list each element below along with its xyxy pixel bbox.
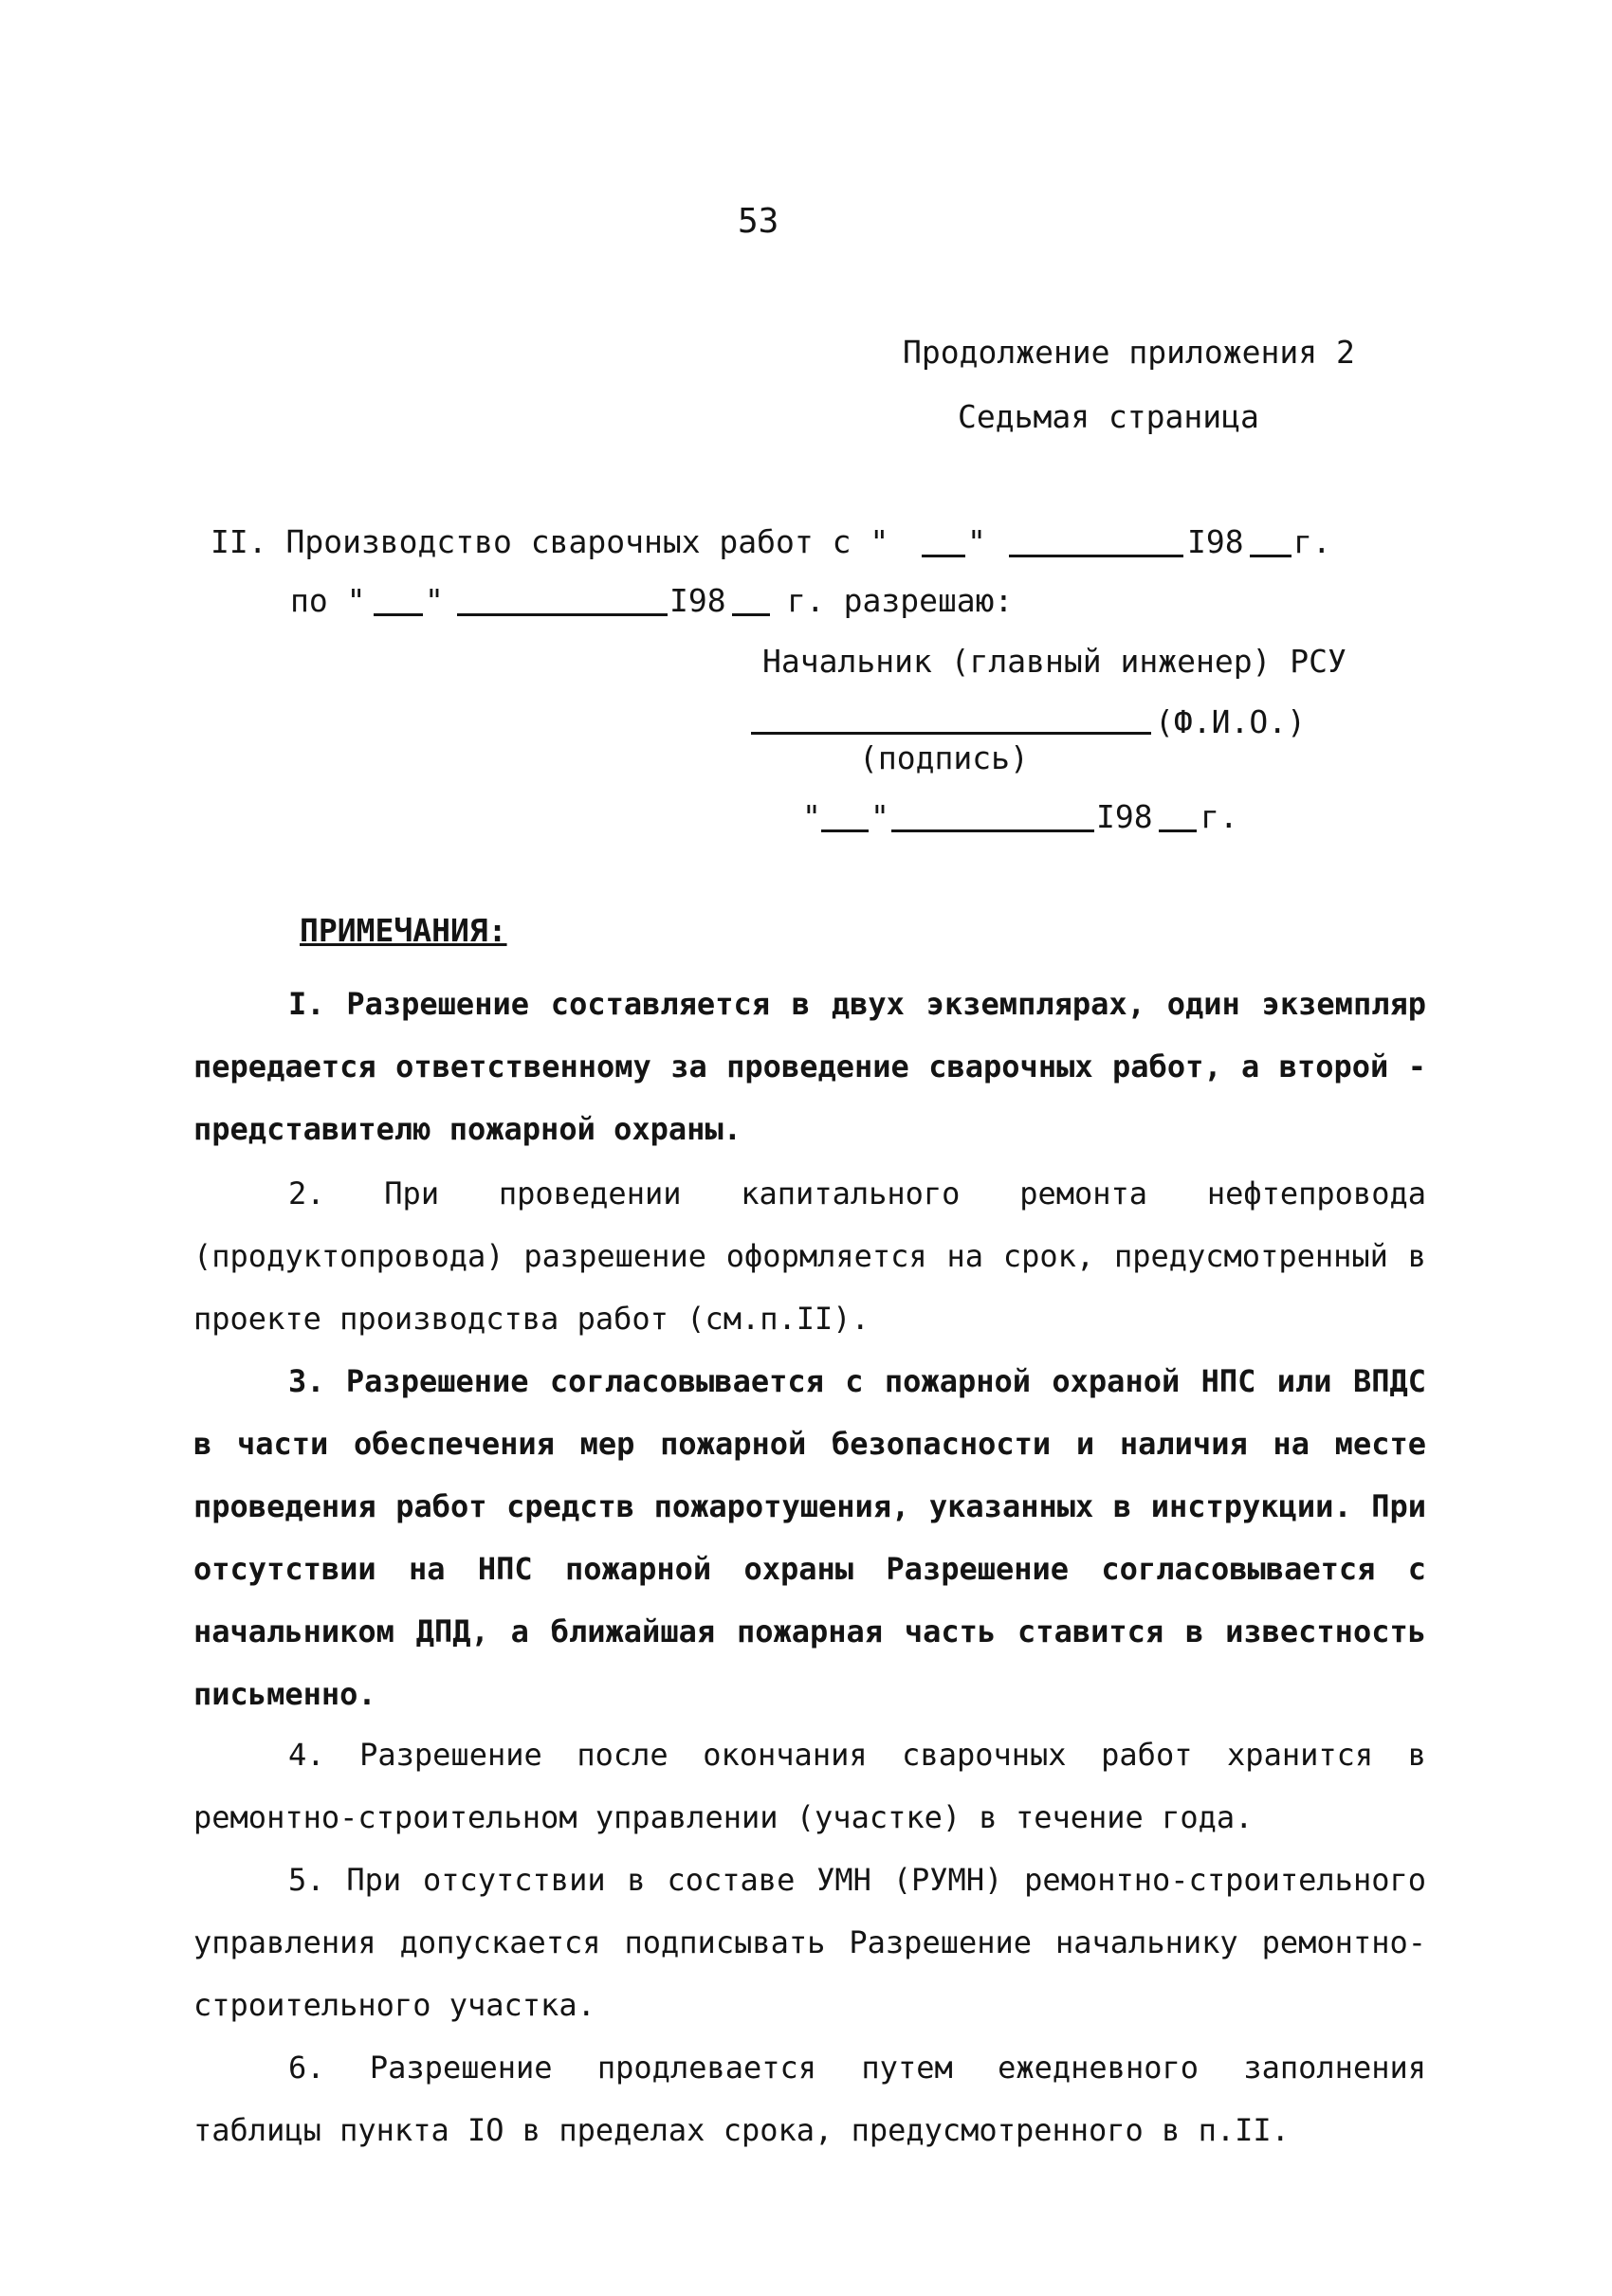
year-prefix-2: I98 — [669, 582, 726, 619]
date-day-blank — [821, 829, 869, 832]
date-quote-close: " — [870, 798, 889, 835]
date-year-prefix: I98 — [1096, 798, 1153, 835]
year-suffix-1: г. — [1293, 523, 1331, 560]
section-11-line2-prefix: по " — [290, 582, 366, 619]
note-4: 4. Разрешение после окончания сварочных работ хранится в ремонтно-строительном управлении (участке) в течение года. — [193, 1737, 1426, 1835]
permit-text: г. разрешаю: — [787, 582, 1014, 619]
signatory-title: Начальник (главный инженер) РСУ — [762, 643, 1346, 680]
date-quote-open: " — [802, 798, 821, 835]
year-prefix-1: I98 — [1187, 523, 1244, 560]
note-2: 2. При проведении капитального ремонта нефтепровода (продуктопровода) разрешение оформляется на срок, предусмотренный в проекте производства работ (см.п.II). — [193, 1175, 1426, 1337]
note-6: 6. Разрешение продлевается путем ежедневного заполнения таблицы пункта IO в пределах срока, предусмотренного в п.II. — [193, 2050, 1426, 2148]
note-1: I. Разрешение составляется в двух экземплярах, один экземпляр передается ответственному за проведение сварочных работ, а второй - представителю пожарной охраны. — [193, 986, 1426, 1147]
notes-heading: ПРИМЕЧАНИЯ: — [300, 912, 507, 949]
year-blank-1 — [1250, 555, 1291, 557]
day-blank-1 — [922, 555, 965, 557]
month-blank-2 — [457, 613, 668, 616]
signature-line — [751, 732, 1151, 735]
day-blank-2 — [374, 613, 423, 616]
page-label: Седьмая страница — [958, 398, 1259, 435]
appendix-continuation: Продолжение приложения 2 — [903, 334, 1355, 371]
quote-close-1: " — [967, 523, 986, 560]
note-3: 3. Разрешение согласовывается с пожарной охраной НПС или ВПДС в части обеспечения мер пожарной безопасности и наличия на месте проведения работ средств пожаротушения, указанных в инструкции. При отсутствии на НПС пожарной охраны Разрешение согласовывается с начальником ДПД, а ближайшая пожарная часть ставится в известность письменно. — [193, 1363, 1426, 1712]
section-11-line1-prefix: II. Производство сварочных работ с " — [211, 523, 889, 560]
date-year-blank — [1159, 829, 1197, 832]
month-blank-1 — [1009, 555, 1183, 557]
fio-label: (Ф.И.О.) — [1155, 703, 1306, 740]
date-month-blank — [891, 829, 1094, 832]
year-blank-2 — [732, 613, 770, 616]
signature-caption: (подпись) — [859, 739, 1029, 776]
note-5: 5. При отсутствии в составе УМН (РУМН) ремонтно-строительного управления допускается подписывать Разрешение начальнику ремонтно-строительного участка. — [193, 1862, 1426, 2023]
date-year-suffix: г. — [1200, 798, 1238, 835]
page-number: 53 — [738, 202, 779, 241]
quote-close-2: " — [425, 582, 444, 619]
